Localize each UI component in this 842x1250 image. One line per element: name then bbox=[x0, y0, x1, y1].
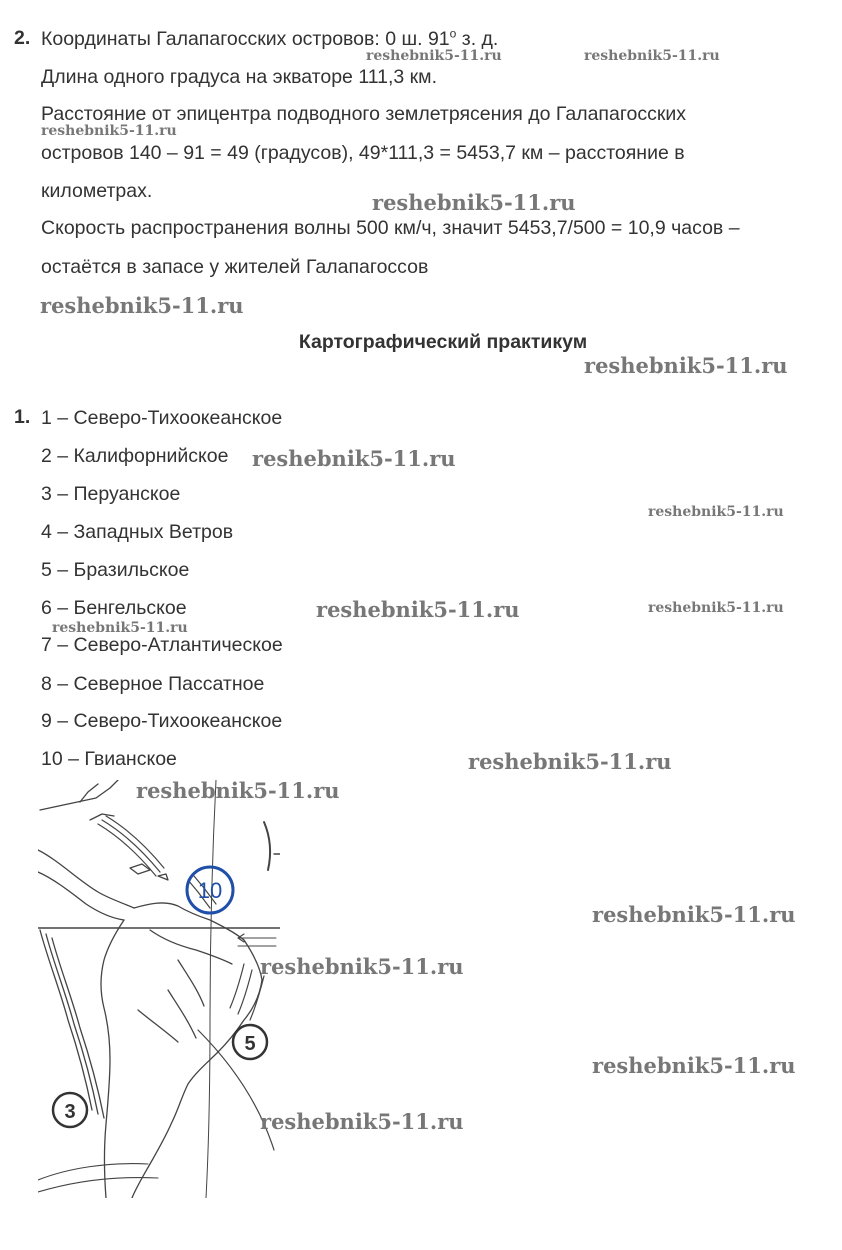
watermark: reshebnik5-11.ru bbox=[41, 123, 177, 139]
task-2-speed-line-2: остаётся в запасе у жителей Галапагоссов bbox=[41, 256, 429, 278]
list-item: 6 – Бенгельское bbox=[41, 597, 187, 619]
list-item: 1 – Северо-Тихоокеанское bbox=[41, 407, 283, 429]
watermark: reshebnik5-11.ru bbox=[40, 293, 244, 318]
map-label-3: 3 bbox=[64, 1101, 76, 1123]
coords-prefix: Координаты Галапагосских островов: 0 ш. 91 bbox=[41, 28, 450, 50]
watermark: reshebnik5-11.ru bbox=[592, 902, 796, 927]
watermark: reshebnik5-11.ru bbox=[260, 954, 464, 979]
task-1-number: 1. bbox=[14, 406, 31, 428]
task-2-distance-line-1: Расстояние от эпицентра подводного землетрясения до Галапагосских bbox=[41, 103, 687, 125]
watermark: reshebnik5-11.ru bbox=[592, 1053, 796, 1078]
watermark: reshebnik5-11.ru bbox=[260, 1109, 464, 1134]
south-america-currents-map bbox=[38, 780, 280, 1198]
watermark: reshebnik5-11.ru bbox=[136, 778, 340, 803]
list-item: 3 – Перуанское bbox=[41, 483, 181, 505]
watermark: reshebnik5-11.ru bbox=[252, 446, 456, 471]
task-2-distance-line-2: островов 140 – 91 = 49 (градусов), 49*111,3 = 5453,7 км – расстояние в bbox=[41, 142, 685, 164]
task-2-degree-length: Длина одного градуса на экваторе 111,3 км. bbox=[41, 66, 437, 88]
list-item: 2 – Калифорнийское bbox=[41, 445, 229, 467]
coords-suffix: з. д. bbox=[456, 28, 499, 50]
map-label-10: 10 bbox=[197, 878, 223, 903]
list-item: 9 – Северо-Тихоокеанское bbox=[41, 710, 283, 732]
section-title: Картографический практикум bbox=[298, 331, 588, 353]
task-2-number: 2. bbox=[14, 27, 31, 49]
list-item: 8 – Северное Пассатное bbox=[41, 673, 265, 695]
list-item: 10 – Гвианское bbox=[41, 748, 177, 770]
watermark: reshebnik5-11.ru bbox=[648, 600, 784, 616]
watermark: reshebnik5-11.ru bbox=[468, 749, 672, 774]
list-item: 5 – Бразильское bbox=[41, 559, 190, 581]
watermark: reshebnik5-11.ru bbox=[52, 620, 188, 636]
watermark: reshebnik5-11.ru bbox=[584, 48, 720, 64]
map-label-5: 5 bbox=[244, 1033, 256, 1055]
watermark: reshebnik5-11.ru bbox=[584, 353, 788, 378]
watermark: reshebnik5-11.ru bbox=[366, 48, 502, 64]
list-item: 7 – Северо-Атлантическое bbox=[41, 634, 283, 656]
watermark: reshebnik5-11.ru bbox=[372, 190, 576, 215]
watermark: reshebnik5-11.ru bbox=[648, 504, 784, 520]
degree-sign: о bbox=[449, 26, 457, 41]
watermark: reshebnik5-11.ru bbox=[316, 597, 520, 622]
list-item: 4 – Западных Ветров bbox=[41, 521, 234, 543]
task-2-speed-line-1: Скорость распространения волны 500 км/ч, значит 5453,7/500 = 10,9 часов – bbox=[41, 217, 740, 239]
map-drawing bbox=[38, 780, 280, 1198]
task-2-distance-line-3: километрах. bbox=[41, 180, 153, 202]
